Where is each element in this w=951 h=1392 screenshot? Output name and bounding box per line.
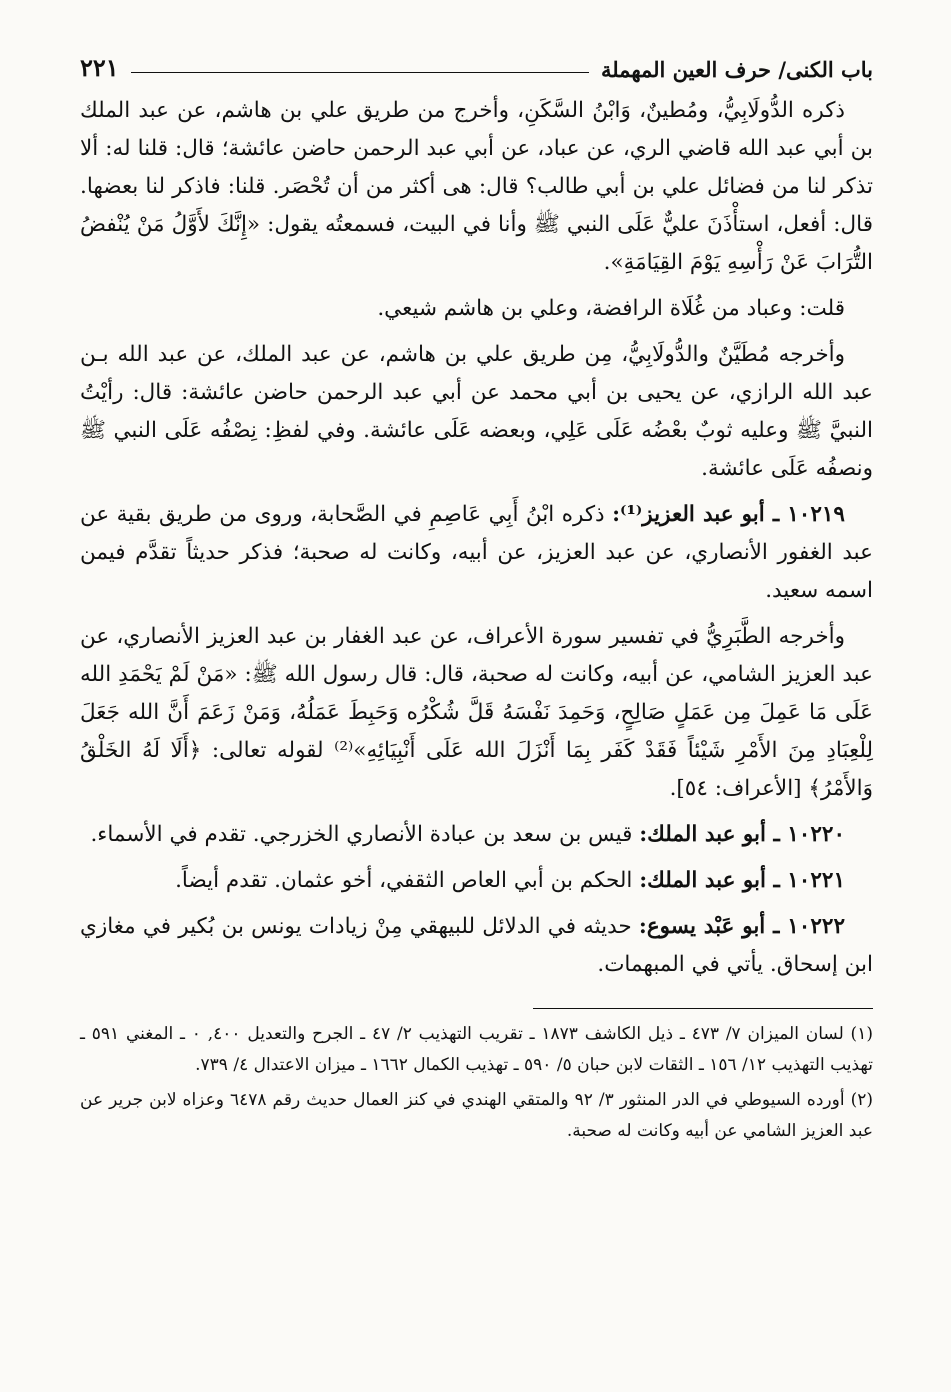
header-rule <box>131 72 589 73</box>
paragraph: ذكره الدُّولَابِيُّ، ومُطينٌ، وَابْنُ السَّكَنِ، وأخرج من طريق علي بن هاشم، عن عبد الملك بن أبي عبد الله قاضي الري، عن عباد، عن أبي عبد الرحمن حاضن عائشة؛ قال: قلنا له: ألا تذكر لنا من فضائل علي بن أبي طالب؟ قال: هى أكثر من أن تُحْصَر. قلنا: فاذكر لنا بعضها. قال: أفعل، استأْذَنَ عليٌّ عَلَى النبي ﷺ وأنا في البيت، فسمعتُه يقول: «إِنَّكَ لأَوَّلُ مَنْ يُنْفضُ التُّرَابَ عَنْ رَأْسِهِ يَوْمَ القِيَامَةِ». <box>80 98 873 275</box>
entry-label: ١٠٢٢٠ ـ أبو عبد الملك: <box>639 822 845 847</box>
entry-text: ذكره ابْنُ أَبِي عَاصِمِ في الصَّحابة، وروى من طريق بقية عن عبد الغفور الأنصاري، عن عبد العزيز، عن أبيه، وكانت له صحبة؛ فذكر حديثاً تقدَّم فيمن اسمه سعيد. <box>80 502 873 603</box>
page-header <box>80 40 873 82</box>
entry-text: حديثه في الدلائل للبيهقي مِنْ زيادات يونس بن بُكير في مغازي ابن إسحاق. يأتي في المبهمات. <box>80 914 873 977</box>
footnote-divider <box>533 1008 873 1009</box>
entry-label: ١٠٢٢١ ـ أبو عبد الملك: <box>639 868 845 893</box>
running-title: باب الكنى/ حرف العين المهملة <box>600 57 873 82</box>
paragraph: وأخرجه الطَّبَرِيُّ في تفسير سورة الأعراف، عن عبد الغفار بن عبد العزيز الأنصاري، عن عبد العزيز الشامي، عن أبيه، وكانت له صحبة، قال: قال رسول الله ﷺ: «مَنْ لَمْ يَحْمَدِ الله عَلَى مَا عَمِلَ مِن عَمَلٍ صَالِحٍ، وَحَمِدَ نَفْسَهُ قَلَّ شُكْرُه وَحَبِطَ عَمَلُهُ، وَمَنْ زَعَمَ أَنَّ الله جَعَلَ لِلْعِبَادِ مِنَ الأَمْرِ شَيْئاً فَقَدْ كَفَر بِمَا أَنْزَلَ الله عَلَى أَنْبِيَائِهِ»⁽²⁾ لقوله تعالى: ﴿أَلَا لَهُ الخَلْقُ وَالأَمْرُ﴾ [الأعراف: ٥٤]. <box>80 624 873 801</box>
footnote-1: (١) لسان الميزان ٧/ ٤٧٣ ـ ذيل الكاشف ١٨٧٣ ـ تقريب التهذيب ٢/ ٤٧ ـ الجرح والتعديل ٤٠٠, ٠ ـ المغني ٥٩١ ـ تهذيب التهذيب ١٢/ ١٥٦ ـ الثقات لابن حبان ٥/ ٥٩٠ ـ تهذيب الكمال ١٦٦٢ ـ ميزان الاعتدال ٤/ ٧٣٩. <box>80 1024 873 1075</box>
entry-label: ١٠٢١٩ ـ أبو عبد العزيز⁽¹⁾: <box>612 502 845 527</box>
entry-10219 <box>80 496 873 610</box>
page-number: ٢٢١ <box>80 53 119 82</box>
main-text <box>80 92 873 984</box>
footnotes <box>80 1019 873 1147</box>
entry-text: قيس بن سعد بن عبادة الأنصاري الخزرجي. تقدم في الأسماء. <box>90 822 633 847</box>
entry-10220 <box>80 816 873 854</box>
paragraph: قلت: وعباد من غُلَاة الرافضة، وعلي بن هاشم شيعي. <box>377 296 845 321</box>
entry-10221 <box>80 862 873 900</box>
paragraph: وأخرجه مُطَيَّنٌ والدُّولَابِيُّ، مِن طريق علي بن هاشم، عن عبد الملك، عن عبد الله بـن عبد الله الرازي، عن يحيى بن أبي محمد عن أبي عبد الرحمن حاضن عائشة: قال: رأيْتُ النبيَّ ﷺ وعليه ثوبٌ بعْضُه عَلَى عَلِي، وبعضه عَلَى عائشة. وفي لفظِ: نِصْفُه عَلَى النبي ﷺ ونصفُه عَلَى عائشة. <box>80 342 873 481</box>
footnote-2: (٢) أورده السيوطي في الدر المنثور ٣/ ٩٢ والمتقي الهندي في كنز العمال حديث رقم ٦٤٧٨ وعزاه لابن جرير عن عبد العزيز الشامي عن أبيه وكانت له صحبة. <box>80 1090 873 1141</box>
entry-label: ١٠٢٢٢ ـ أبو عَبْد يسوع: <box>638 914 845 939</box>
entry-text: الحكم بن أبي العاص الثقفي، أخو عثمان. تقدم أيضاً. <box>175 868 633 893</box>
entry-10222 <box>80 908 873 984</box>
